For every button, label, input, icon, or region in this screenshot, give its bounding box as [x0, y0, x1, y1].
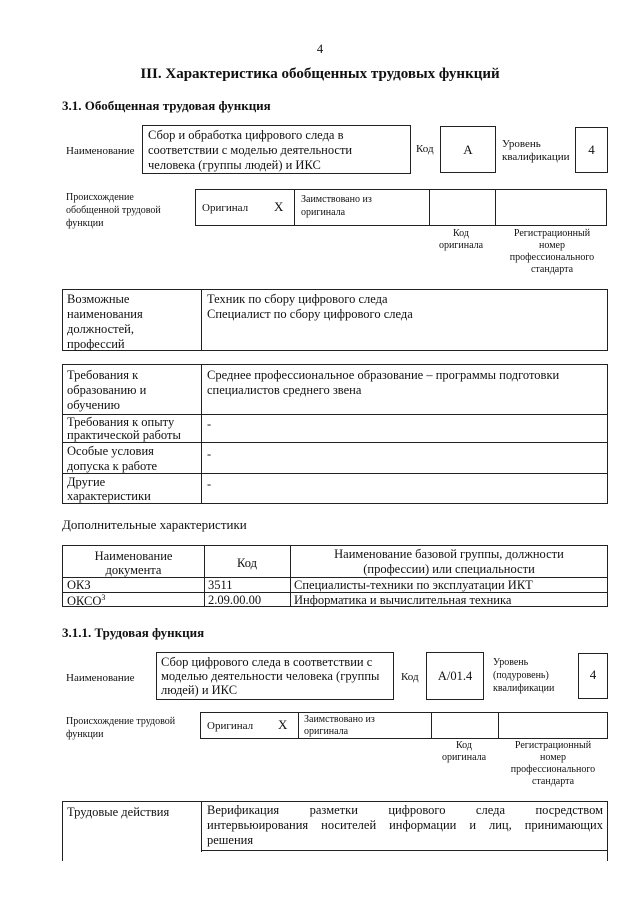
labor-action-line-2: интервьюирования носителей информации и лиц, принимающих — [207, 818, 603, 832]
tf-code-value: A/01.4 — [437, 669, 473, 683]
gtf-code-original-2: оригинала — [438, 240, 484, 251]
gtf-code-original-1: Код — [453, 228, 469, 239]
tf-code-original-2: оригинала — [441, 752, 487, 763]
tf-name-box — [156, 652, 394, 700]
position-item: Специалист по сбору цифрового следа — [207, 307, 413, 321]
gtf-name-label: Наименование — [66, 145, 135, 157]
gtf-origin-label-1: Происхождение — [66, 192, 134, 203]
labor-action-line-3: решения — [207, 833, 254, 847]
tf-level-label-3: квалификации — [493, 683, 555, 694]
gtf-code-label: Код — [416, 143, 434, 155]
add-header-code: Код — [237, 556, 257, 570]
add-header-doc-1: Наименование — [94, 549, 173, 563]
tf-level-value: 4 — [589, 667, 597, 682]
gtf-origin-box — [195, 189, 607, 226]
gtf-origin-label-2: обобщенной трудовой — [66, 205, 161, 216]
tf-origin-label-1: Происхождение трудовой — [66, 716, 176, 727]
positions-label-1: Возможные — [67, 292, 130, 306]
gtf-code-box — [440, 126, 496, 173]
tf-level-label-2: (подуровень) — [493, 670, 549, 681]
tf-reg-number-4: стандарта — [531, 776, 575, 787]
req-cond-value: - — [207, 447, 212, 461]
page-number: 4 — [316, 42, 324, 56]
positions-table — [62, 289, 608, 351]
req-other-label-2: характеристики — [67, 489, 151, 503]
gtf-reg-number-4: стандарта — [530, 264, 574, 275]
tf-code-label: Код — [401, 671, 419, 683]
tf-name-line-1: Сбор цифрового следа в соответствии с — [161, 655, 373, 669]
labor-actions-label: Трудовые действия — [67, 805, 170, 819]
req-exp-label-2: практической работы — [67, 428, 181, 442]
gtf-name-line-1: Сбор и обработка цифрового следа в — [148, 128, 344, 142]
tf-name-line-3: людей) и ИКС — [161, 683, 238, 697]
gtf-reg-number-1: Регистрационный — [513, 228, 591, 239]
req-cond-label-1: Особые условия — [67, 444, 154, 458]
additional-heading: Дополнительные характеристики — [62, 517, 247, 532]
requirements-table — [62, 364, 608, 504]
req-edu-label-3: обучению — [67, 398, 120, 412]
gtf-reg-number-3: профессионального — [509, 252, 595, 263]
add-header-base-1: Наименование базовой группы, должности — [334, 547, 564, 561]
gtf-name-line-2: соответствии с моделью деятельности — [148, 143, 353, 157]
tf-reg-number-1: Регистрационный — [514, 740, 592, 751]
gtf-borrowed-label-2: оригинала — [301, 207, 346, 218]
tf-level-box — [578, 653, 608, 699]
gtf-level-label-1: Уровень — [502, 138, 541, 150]
tf-name-label: Наименование — [66, 672, 135, 684]
gtf-code-value: A — [463, 142, 473, 157]
add-row-doc — [67, 593, 105, 609]
gtf-borrowed-label-1: Заимствовано из — [301, 194, 372, 205]
tf-reg-number-3: профессионального — [510, 764, 596, 775]
req-edu-value-1: Среднее профессиональное образование – программы подготовки — [207, 368, 560, 382]
req-exp-value: - — [207, 417, 212, 431]
add-header-doc-2: документа — [105, 563, 162, 577]
tf-original-mark: X — [278, 717, 288, 732]
add-row-code: 3511 — [208, 578, 233, 592]
add-header-base-2: (профессии) или специальности — [363, 562, 535, 576]
add-row-doc: ОКЗ — [67, 578, 91, 592]
add-row-doc-text: ОКСО — [67, 594, 102, 609]
req-edu-value-2: специалистов среднего звена — [207, 383, 362, 397]
gtf-level-box — [575, 127, 608, 173]
gtf-original-label: Оригинал — [202, 202, 249, 214]
gtf-name-box — [142, 125, 411, 174]
positions-label-4: профессий — [67, 337, 125, 351]
position-item: Техник по сбору цифрового следа — [207, 292, 388, 306]
tf-original-label: Оригинал — [207, 720, 254, 732]
req-exp-label-1: Требования к опыту — [67, 415, 175, 429]
gtf-level-value: 4 — [588, 142, 595, 157]
tf-heading: 3.1.1. Трудовая функция — [62, 625, 205, 640]
labor-action-line-1: Верификация разметки цифрового следа посредством — [207, 803, 603, 817]
positions-label-2: наименования — [67, 307, 143, 321]
req-other-value: - — [207, 477, 212, 491]
add-row-name: Информатика и вычислительная техника — [294, 593, 512, 607]
tf-borrowed-label-1: Заимствовано из — [304, 714, 375, 725]
gtf-level-label-2: квалификации — [502, 151, 570, 163]
tf-code-box — [426, 652, 484, 700]
tf-origin-label-2: функции — [66, 729, 104, 740]
tf-level-label-1: Уровень — [493, 657, 529, 668]
tf-origin-box — [200, 712, 608, 739]
add-row-code: 2.09.00.00 — [208, 593, 262, 607]
labor-actions-table — [62, 801, 608, 861]
gtf-heading: 3.1. Обобщенная трудовая функция — [62, 98, 271, 113]
additional-table — [62, 545, 608, 607]
gtf-original-mark: X — [274, 199, 284, 214]
tf-name-line-2: моделью деятельности человека (группы — [161, 669, 380, 683]
gtf-name-line-3: человека (группы людей) и ИКС — [148, 158, 321, 172]
tf-code-original-1: Код — [456, 740, 472, 751]
tf-reg-number-2: номер — [540, 752, 566, 763]
req-other-label-1: Другие — [67, 475, 106, 489]
req-edu-label-2: образованию и — [67, 383, 147, 397]
footnote-marker: 3 — [101, 593, 106, 602]
req-cond-label-2: допуска к работе — [67, 459, 158, 473]
req-edu-label-1: Требования к — [67, 368, 139, 382]
add-row-name: Специалисты-техники по эксплуатации ИКТ — [294, 578, 533, 592]
gtf-reg-number-2: номер — [539, 240, 565, 251]
tf-borrowed-label-2: оригинала — [304, 726, 349, 737]
section-title: III. Характеристика обобщенных трудовых функций — [140, 66, 500, 82]
gtf-origin-label-3: функции — [66, 218, 104, 229]
positions-label-3: должностей, — [67, 322, 134, 336]
